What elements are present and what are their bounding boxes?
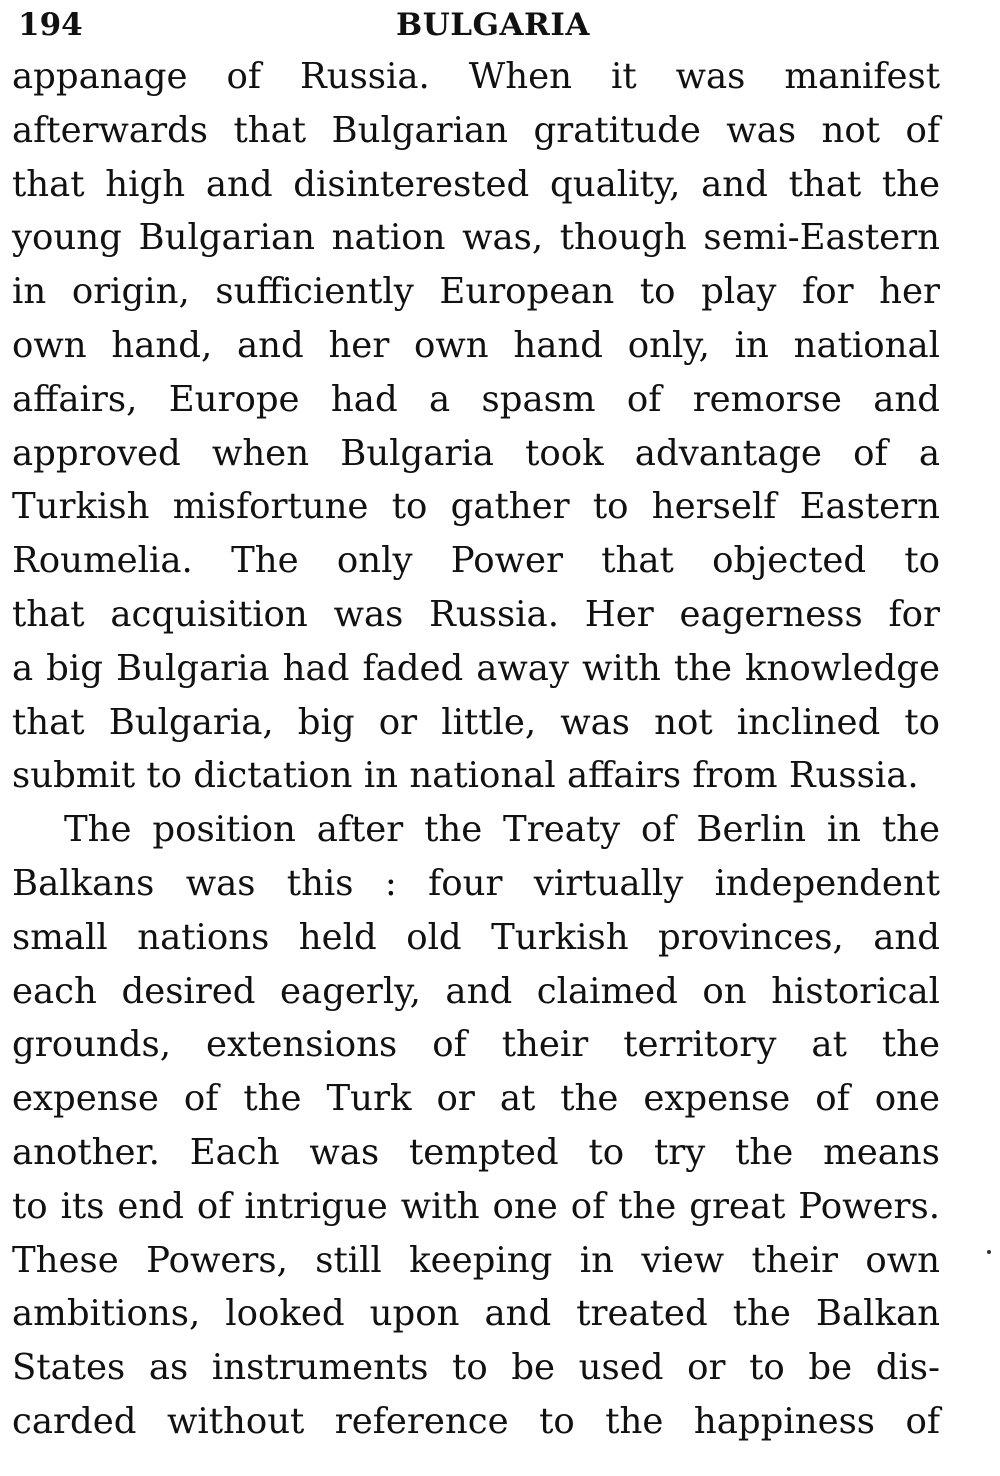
text-line: another. Each was tempted to try the means (12, 1131, 940, 1173)
text-line: Roumelia. The only Power that objected to (12, 540, 940, 582)
text-line: that acquisition was Russia. Her eagerness for (12, 593, 940, 635)
text-line: each desired eagerly, and claimed on historical (12, 970, 940, 1012)
book-page (12, 0, 940, 1449)
text-line: These Powers, still keeping in view their own (12, 1239, 940, 1281)
text-line: to its end of intrigue with one of the great Powers. (12, 1185, 940, 1227)
paragraph-2 (12, 803, 940, 1449)
text-line: that Bulgaria, big or little, was not inclined to (12, 701, 940, 743)
text-line: approved when Bulgaria took advantage of a (12, 432, 940, 474)
text-line: submit to dictation in national affairs from Russia. (12, 755, 919, 797)
text-line: The position after the Treaty of Berlin in the (64, 809, 940, 851)
text-line: Balkans was this : four virtually independent (12, 862, 940, 904)
text-line: own hand, and her own hand only, in national (12, 324, 940, 366)
text-line: a big Bulgaria had faded away with the knowledge (12, 647, 940, 689)
text-line: small nations held old Turkish provinces, and (12, 916, 940, 958)
text-line: grounds, extensions of their territory at the (12, 1024, 940, 1066)
text-line: in origin, sufficiently European to play for her (12, 271, 940, 313)
text-line: States as instruments to be used or to be dis- (12, 1347, 940, 1389)
running-title: BULGARIA (396, 7, 590, 43)
scan-speck (987, 1250, 991, 1254)
text-line: Turkish misfortune to gather to herself Eastern (12, 486, 940, 528)
text-line: that high and disinterested quality, and that the (12, 163, 940, 205)
text-line: carded without reference to the happiness of (12, 1400, 940, 1442)
text-line: expense of the Turk or at the expense of one (12, 1078, 940, 1120)
paragraph-1 (12, 50, 940, 803)
page-number: 194 (18, 7, 83, 43)
running-head (12, 0, 940, 50)
text-line: appanage of Russia. When it was manifest (12, 56, 940, 97)
text-line: afterwards that Bulgarian gratitude was not of (12, 109, 940, 151)
text-line: affairs, Europe had a spasm of remorse and (12, 378, 940, 420)
text-line: young Bulgarian nation was, though semi-Eastern (12, 217, 940, 259)
text-line: ambitions, looked upon and treated the Balkan (12, 1293, 940, 1335)
